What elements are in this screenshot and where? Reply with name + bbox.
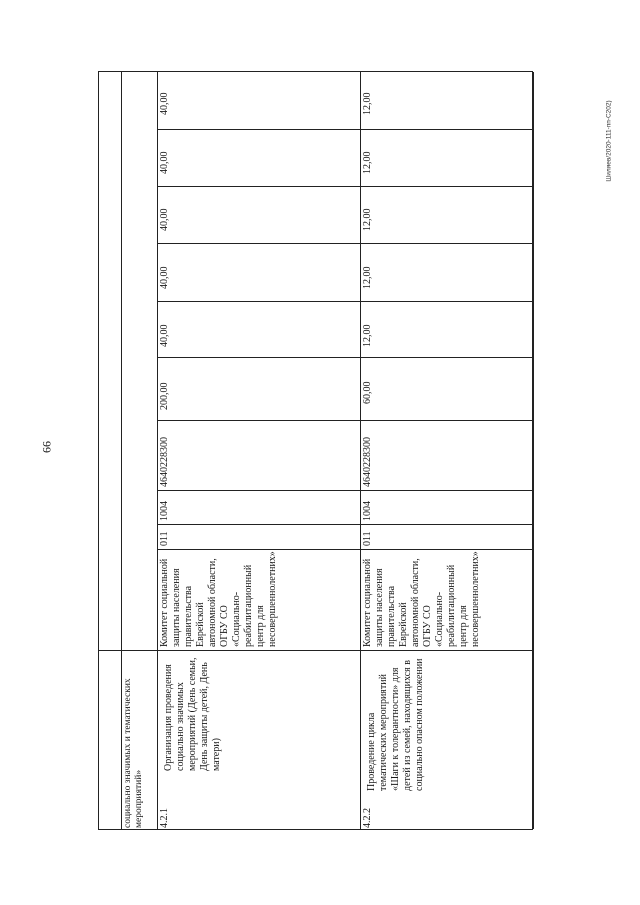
- row-4-2-1-event: Организация проведения социально значимых мероприятий (День семьи, День защиты детей, День матери): [163, 657, 222, 771]
- budget-table: [98, 71, 533, 830]
- row-4-2-2-year3: 12,00: [362, 208, 373, 231]
- row-4-2-2-total: 60,00: [362, 381, 373, 404]
- row-4-2-1-year4: 40,00: [159, 151, 170, 174]
- row-4-2-2-executor: Комитет социальной защиты населения правительства Еврейской автономной области, ОГБУ СО «Социально-реабилитационный центр для несовершеннолетних»: [362, 551, 481, 647]
- row-4-2-2-year2: 12,00: [362, 266, 373, 289]
- row-4-2-1-executor-cell: [157, 549, 360, 650]
- row-4-2-2-grbs: 011: [362, 531, 373, 546]
- row-4-2-1-code: 4.2.1: [159, 808, 170, 828]
- row-4-2-2-year4: 12,00: [362, 151, 373, 174]
- row-4-2-2-csr: 4640228300: [362, 437, 373, 487]
- document-code: Шиляев/2020-111-пп-С202): [605, 100, 613, 182]
- row-4-2-1-event-cell: [161, 650, 257, 831]
- header-event-tail: социально значимых и тематических мероприятий»: [123, 678, 144, 828]
- row-4-2-2-event: Проведение цикла тематических мероприятий «Шаги к толерантности» для детей из семей, находящихся в социально опасном положении: [366, 658, 425, 791]
- row-4-2-1-year5: 40,00: [159, 92, 170, 115]
- row-4-2-1-year3: 40,00: [159, 208, 170, 231]
- row-4-2-2-executor-cell: [360, 549, 533, 650]
- page-number: 66: [39, 441, 54, 453]
- row-4-2-2-year5: 12,00: [362, 92, 373, 115]
- row-4-2-2-rzpr: 1004: [362, 501, 373, 521]
- row-4-2-2-event-cell: [364, 650, 460, 831]
- row-4-2-1-executor: Комитет социальной защиты населения правительства Еврейской автономной области, ОГБУ СО «Социально-реабилитационный центр для несовершеннолетних»: [159, 551, 278, 647]
- row-4-2-1-year1: 40,00: [159, 324, 170, 347]
- row-4-2-2-code: 4.2.2: [362, 808, 373, 828]
- row-4-2-1-csr: 4640228300: [159, 437, 170, 487]
- row-4-2-2-year1: 12,00: [362, 324, 373, 347]
- row-4-2-1-total: 200,00: [159, 382, 170, 410]
- row-4-2-1-grbs: 011: [159, 531, 170, 546]
- row-4-2-1-rzpr: 1004: [159, 501, 170, 521]
- header-event-tail-cell: [121, 650, 157, 831]
- row-4-2-1-year2: 40,00: [159, 266, 170, 289]
